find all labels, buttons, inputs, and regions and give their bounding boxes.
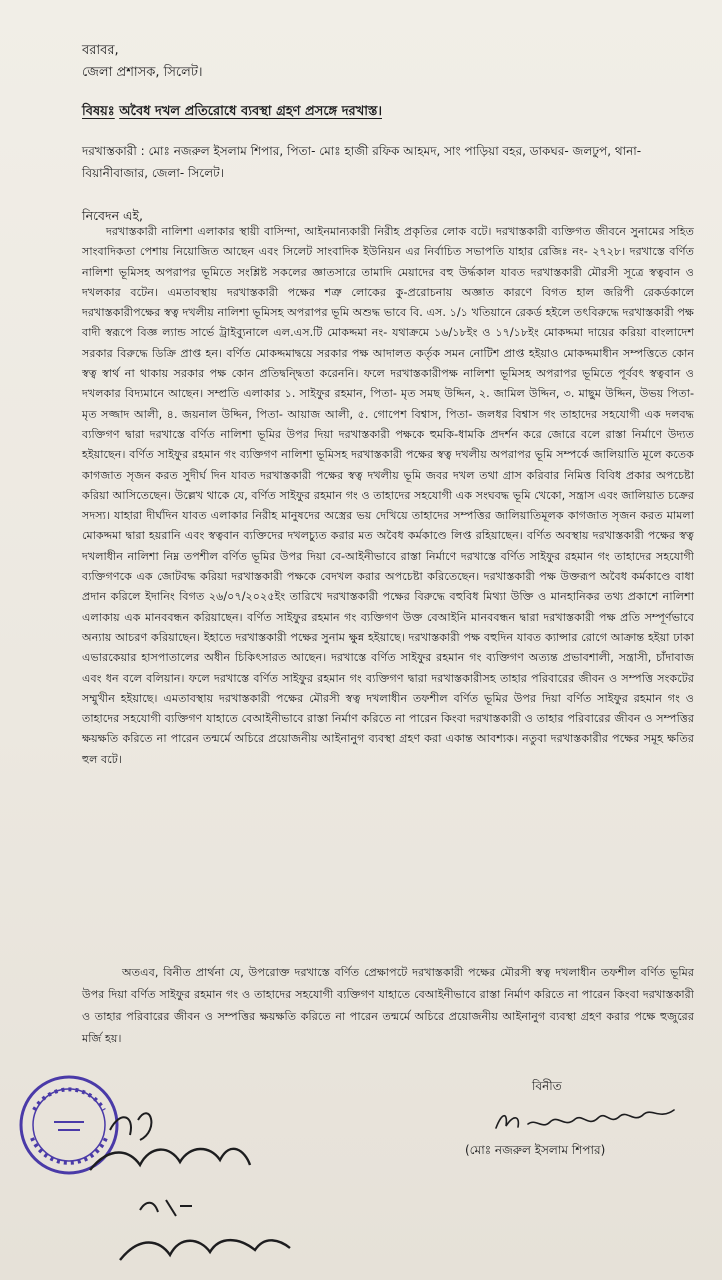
greeting: নিবেদন এই, xyxy=(82,208,144,223)
applicant-details: দরখাস্তকারী : মোঃ নজরুল ইসলাম শিপার, পিতা- মোঃ হাজী রফিক আহমদ, সাং পাড়িয়া বহর, ডাকঘর- জলঢুপ, থানা- বিয়ানীবাজার, জেলা- সিলেট। xyxy=(82,144,642,180)
prayer-paragraph: অতএব, বিনীত প্রার্থনা যে, উপরোক্ত দরখাস্তে বর্ণিত প্রেক্ষাপটে দরখাস্তকারী পক্ষের মৌরসী স্বত্ব দখলাধীন তফশীল বর্ণিত ভূমির উপর দিয়া বর্ণিত সাইফুর রহমান গং ও তাহাদের সহযোগী ব্যক্তিগণ যাহাতে বেআইনীভাবে রাস্তা নির্মাণ করিতে না পারেন কিংবা দরখাস্তকারী ও তাহার পরিবারের জীবন ও সম্পত্তির ক্ষয়ক্ষতি করিতে না পারেন তন্মর্মে অচিরে প্রয়োজনীয় আইনানুগ ব্যবস্থা গ্রহণ করার পক্ষে হুজুরের মর্জি হয়। xyxy=(82,966,694,1045)
subject-line xyxy=(82,102,382,123)
signer-name: (মোঃ নজরুল ইসলাম শিপার) xyxy=(465,1143,606,1157)
subject-text: অবৈধ দখল প্রতিরোধে ব্যবস্থা গ্রহণ প্রসঙ্গে দরখাস্ত। xyxy=(119,104,382,119)
handwritten-receipt-notes xyxy=(80,1090,300,1280)
recipient-office: জেলা প্রশাসক, সিলেট। xyxy=(82,65,203,80)
subject-label: বিষয়ঃ xyxy=(82,104,115,119)
recipient-salutation: বরাবর, xyxy=(82,43,119,58)
recipient-block xyxy=(82,40,203,84)
closing-word: বিনীত xyxy=(532,1079,562,1093)
body-paragraph: দরখাস্তকারী নালিশা এলাকার স্থায়ী বাসিন্দা, আইনমান্যকারী নিরীহ প্রকৃতির লোক বটে। দরখাস্তকারী ব্যক্তিগত জীবনে সুনামের সহিত সাংবাদিকতা পেশায় নিয়োজিত আছেন এবং সিলেট সাংবাদিক ইউনিয়ন এর নির্বাচিত সভাপতি যাহার রেজিঃ নং- ২৭২৮। দরখাস্তে বর্ণিত নালিশা ভূমিসহ অপরাপর ভূমিতে সংশ্লিষ্ট সকলের জ্ঞাতসারে তামাদি মেয়াদের বহু উর্দ্ধকাল যাবত দরখাস্তকারী মৌরসী সূত্রে স্বত্ববান ও দখলকার বটেন। এমতাবস্থায় দরখাস্তকারী পক্ষের শত্রু লোকের কু-প্ররোচনায় অজ্ঞাত কারণে বিগত হাল জরিপী রেকর্ডকালে দরখাস্তকারীপক্ষের স্বত্ব দখলীয় নালিশা ভূমিসহ অপরাপর ভূমি অশুদ্ধ ভাবে বি. এস. ১/১ খতিয়ানে রেকর্ড হইলে তৎবিরুদ্ধে দরখাস্তকারী পক্ষ বাদী স্বরূপে বিজ্ঞ ল্যান্ড সার্ভে ট্রাইব্যুনালে এল.এস.টি মোকদ্দমা নং- যথাক্রমে ১৬/১৮ইং ও ১৭/১৮ইং মোকদ্দমা দায়ের করিয়া বাংলাদেশ সরকার বিরুদ্ধে ডিক্রি প্রাপ্ত হন। বর্ণিত মোকদ্দমাদ্বয়ে সরকার পক্ষ আদালত কর্তৃক সমন নোটিশ প্রাপ্ত হইয়াও মোকদ্দমাধীন সম্পত্তিতে কোন স্বত্ব স্বার্থ না থাকায় সরকার পক্ষ কোন প্রতিদ্বন্দ্বিতা করেননি। ফলে দরখাস্তকারীপক্ষ নালিশা ভূমিসহ অপরাপর ভূমিতে পূর্ববৎ স্বত্ববান ও দখলকার বিদ্যমানে আছেন। সম্প্রতি এলাকার ১. সাইফুর রহমান, পিতা- মৃত সমছ উদ্দিন, ২. জামিল উদ্দিন, ৩. মাছুম উদ্দিন, উভয় পিতা- মৃত সজ্জাদ আলী, ৪. জয়নাল উদ্দিন, পিতা- আয়াজ আলী, ৫. গোপেশ বিশ্বাস, পিতা- জলধর বিশ্বাস গং তাহাদের সহযোগী এক দলবদ্ধ ব্যক্তিগণ দ্বারা দরখাস্তে বর্ণিত নালিশা ভূমির উপর দিয়া দরখাস্তকারী পক্ষকে হুমকি-ধামকি প্রদর্শন করে জোরে বলে রাস্তা নির্মাণে উদ্যত হইয়াছেন। বর্ণিত সাইফুর রহমান গং ব্যক্তিগণ নালিশা ভূমিসহ দরখাস্তকারী পক্ষের স্বত্ব দখলীয় অপরাপর ভূমি সম্পর্কে জালিয়াতি মূলে কতেক কাগজাত সৃজন করত সুদীর্ঘ দিন যাবত দরখাস্তকারী পক্ষের স্বত্ব দখলীয় ভূমি জবর দখল তথা গ্রাস করিবার নিমিত্ত বিবিধ প্রকার অপচেষ্টা করিয়া আসিতেছেন। উল্লেখ থাকে যে, বর্ণিত সাইফুর রহমান গং ও তাহাদের সহযোগী এক সংঘবদ্ধ ভূমি খেকো, সন্ত্রাস এবং জালিয়াত চক্রের সদস্য। যাহারা দীর্ঘদিন যাবত এলাকার নিরীহ মানুষদের অস্ত্রের ভয় দেখিয়ে তাহাদের সম্পত্তির জালিয়াতিমূলক কাগজাত সৃজন করত মামলা মোকদ্দমা দ্বারা হয়রানি এবং স্বত্ববান ব্যক্তিদের দখলচ্যুত করার মত অবৈধ কর্মকাণ্ডে লিপ্ত রহিয়াছেন। বর্ণিত অবস্থায় দরখাস্তকারী পক্ষের স্বত্ব দখলাধীন নালিশা নিম্ন তপশীল বর্ণিত ভূমির উপর দিয়া বে-আইনীভাবে রাস্তা নির্মাণে দরখাস্তে বর্ণিত সাইফুর রহমান গং তাহাদের সহযোগী ব্যক্তিগণকে এক জোটবদ্ধ করিয়া দরখাস্তকারী পক্ষকে বেদখল করার অপচেষ্টা করিতেছেন। দরখাস্তকারী পক্ষ উক্তরূপ অবৈধ কর্মকাণ্ডে বাধা প্রদান করিলে ইদানিং বিগত ২৬/০৭/২০২৫ইং তারিখে দরখাস্তকারী পক্ষের বিরুদ্ধে বহুবিধ মিথ্যা উক্তি ও মানহানিকর তথ্য প্রকাশে নালিশা এলাকায় এক মানববন্ধন করিয়াছেন। বর্ণিত সাইফুর রহমান গং ব্যক্তিগণ উক্ত বেআইনি মানববন্ধন দ্বারা দরখাস্তকারী পক্ষ প্রতি সম্পূর্ণভাবে অন্যায় আচরণ করিয়াছেন। ইহাতে দরখাস্তকারী পক্ষের সুনাম ক্ষুন্ন হইয়াছে। দরখাস্তকারী পক্ষ বহুদিন যাবত ক্যান্সার রোগে আক্রান্ত হইয়া ঢাকা এভারকেয়ার হাসপাতালের অধীন চিকিৎসারত আছেন। দরখাস্তে বর্ণিত সাইফুর রহমান গং ব্যক্তিগণ অত্যন্ত প্রভাবশালী, সন্ত্রাসী, চাঁদাবাজ এবং ধন বলে বলিয়ান। ফলে দরখাস্তে বর্ণিত সাইফুর রহমান গং ব্যক্তিগণ দ্বারা দরখাস্তকারীসহ তাহার পরিবারের জীবন ও সম্পত্তি সংকটের সম্মুখীন হইয়াছে। এমতাবস্থায় দরখাস্তকারী পক্ষের মৌরসী স্বত্ব দখলাধীন তফশীল বর্ণিত ভূমির উপর দিয়া বর্ণিত সাইফুর রহমান গং ও তাহাদের সহযোগী ব্যক্তিগণ যাহাতে বেআইনীভাবে রাস্তা নির্মাণ করিতে না পারেন কিংবা দরখাস্তকারী ও তাহার পরিবারের জীবন ও সম্পত্তির ক্ষয়ক্ষতি করিতে না পারেন তন্মর্মে অচিরে প্রয়োজনীয় আইনানুগ ব্যবস্থা গ্রহণ করা একান্ত আবশ্যক। নতুবা দরখাস্তকারীর পক্ষের সমূহ ক্ষতির হুল বটে। xyxy=(82,225,694,766)
signature-image xyxy=(488,1100,688,1140)
